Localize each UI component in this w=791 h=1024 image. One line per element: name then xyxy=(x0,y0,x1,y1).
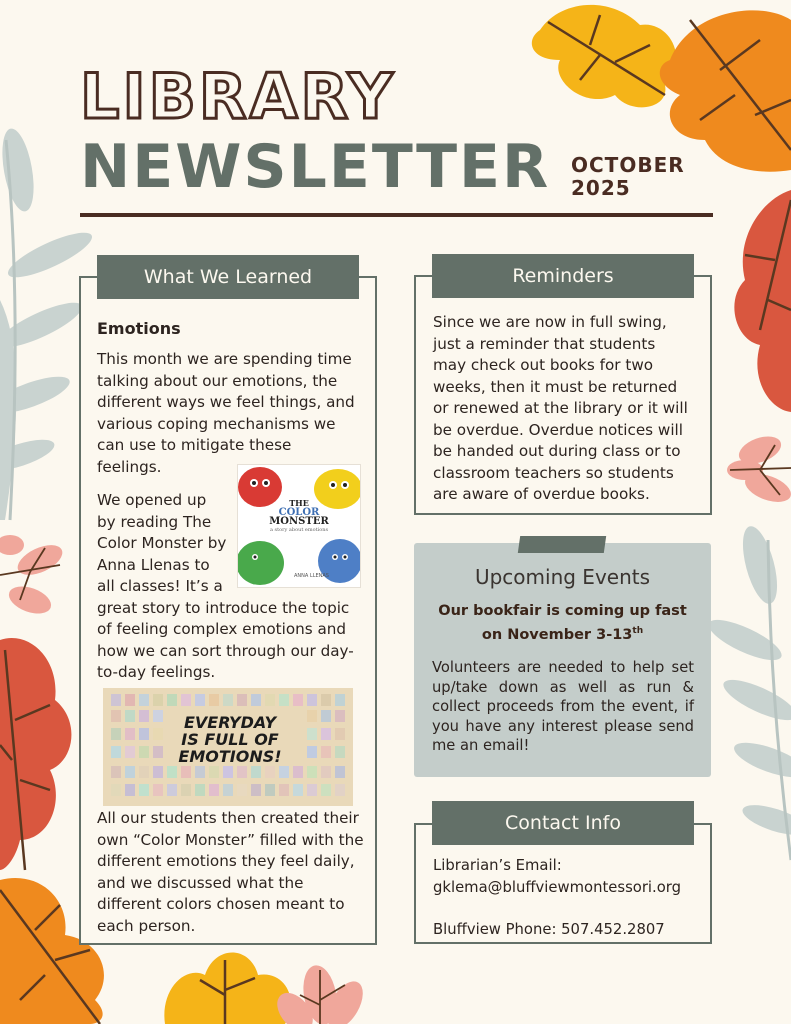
bookfair-dates: on November 3-13 xyxy=(481,626,633,643)
upcoming-events-heading: Upcoming Events xyxy=(474,565,651,589)
everyday-emotions-wall-photo xyxy=(103,688,353,806)
text-line: by reading The xyxy=(97,512,212,531)
learned-paragraph-3 xyxy=(97,808,367,937)
book-title-line: MONSTER xyxy=(269,516,329,527)
text-line: talking about our emotions, the xyxy=(97,371,338,390)
text-line: each person. xyxy=(97,916,196,935)
text-line: We opened up xyxy=(97,491,207,509)
reminders-body xyxy=(433,312,703,506)
librarian-email-link[interactable]: gklema@bluffviewmontessori.org xyxy=(433,878,681,896)
green-monster-icon xyxy=(238,541,284,585)
text-line: great story to introduce the topic xyxy=(97,598,350,617)
pink-leaf-right-icon xyxy=(727,431,791,507)
red-oak-leaf-icon xyxy=(734,190,791,412)
red-leaf-left-icon xyxy=(0,638,71,870)
bookfair-announcement xyxy=(414,601,711,645)
text-line: and we discussed what the xyxy=(97,873,304,892)
text-line: This month we are spending time xyxy=(97,350,352,368)
orange-oak-leaf-icon xyxy=(660,10,791,171)
text-line: can use to mitigate these xyxy=(97,436,292,454)
header-divider xyxy=(80,213,713,217)
pink-leaf-bottom-icon xyxy=(270,963,370,1024)
text-line: be handed out during class or to xyxy=(433,442,681,460)
text-line: classroom teachers so students xyxy=(433,463,674,482)
wall-banner-line: EMOTIONS! xyxy=(178,747,282,766)
text-line: may check out books for two xyxy=(433,356,654,374)
text-line: weeks, then it must be returned xyxy=(433,377,678,396)
bookfair-date-suffix: th xyxy=(632,626,644,636)
wall-banner-line: EVERYDAY xyxy=(183,713,277,732)
text-line: are aware of overdue books. xyxy=(433,485,650,503)
contact-info-heading: Contact Info xyxy=(432,801,694,845)
book-title-line: THE xyxy=(289,498,309,508)
bookfair-line-2 xyxy=(414,621,711,645)
contact-details xyxy=(433,855,708,941)
phone-number: Bluffview Phone: 507.452.2807 xyxy=(433,921,665,938)
text-line: Since we are now in full swing, xyxy=(433,313,667,331)
text-line: feelings. xyxy=(97,457,162,476)
text-line: or renewed at the library or it will xyxy=(433,399,688,417)
text-line: various coping mechanisms we xyxy=(97,414,336,433)
learned-paragraph-1 xyxy=(97,349,367,478)
text-line: different colors chosen meant to xyxy=(97,895,345,913)
email-label: Librarian’s Email: xyxy=(433,857,562,874)
text-line: how we can sort through our day- xyxy=(97,641,354,660)
book-subtitle: a story about emotions xyxy=(269,527,329,533)
text-line: different ways we feel things, and xyxy=(97,393,355,411)
reminders-heading: Reminders xyxy=(432,254,694,298)
pink-leaf-left-icon xyxy=(0,535,67,619)
book-title-line: COLOR xyxy=(278,507,320,518)
yellow-leaf-bottom-icon xyxy=(164,953,291,1024)
gray-fern-right-icon xyxy=(704,523,791,860)
newsletter-title-library: LIBRARY xyxy=(80,60,396,133)
text-line: All our students then created their xyxy=(97,809,359,827)
text-line: of feeling complex emotions and xyxy=(97,620,347,638)
newsletter-title-newsletter: NEWSLETTER xyxy=(80,132,551,202)
tape-decoration xyxy=(518,536,606,553)
text-line: own “Color Monster” filled with the xyxy=(97,830,364,849)
yellow-oak-leaf-icon xyxy=(532,5,677,107)
text-line: Anna Llenas to xyxy=(97,555,210,574)
text-line: all classes! It’s a xyxy=(97,577,223,595)
book-author: ANNA LLENAS xyxy=(294,573,329,579)
text-line: be overdue. Overdue notices will xyxy=(433,420,683,439)
issue-month: OCTOBER xyxy=(571,153,685,177)
text-line: Color Monster by xyxy=(97,534,227,552)
issue-year: 2025 xyxy=(571,176,631,200)
text-line: to-day feelings. xyxy=(97,663,216,681)
color-monster-book-cover xyxy=(237,464,361,588)
text-line: just a reminder that students xyxy=(433,334,656,353)
text-line: different emotions they feel daily, xyxy=(97,852,355,870)
emotions-subheading: Emotions xyxy=(97,319,181,338)
what-we-learned-heading: What We Learned xyxy=(97,255,359,299)
bookfair-line-1: Our bookfair is coming up fast xyxy=(438,603,687,619)
wall-banner-line: IS FULL OF xyxy=(181,730,279,749)
volunteers-text: Volunteers are needed to help set up/take down as well as run & collect proceeds from the event, if you have any interest please send me an email! xyxy=(432,659,694,754)
